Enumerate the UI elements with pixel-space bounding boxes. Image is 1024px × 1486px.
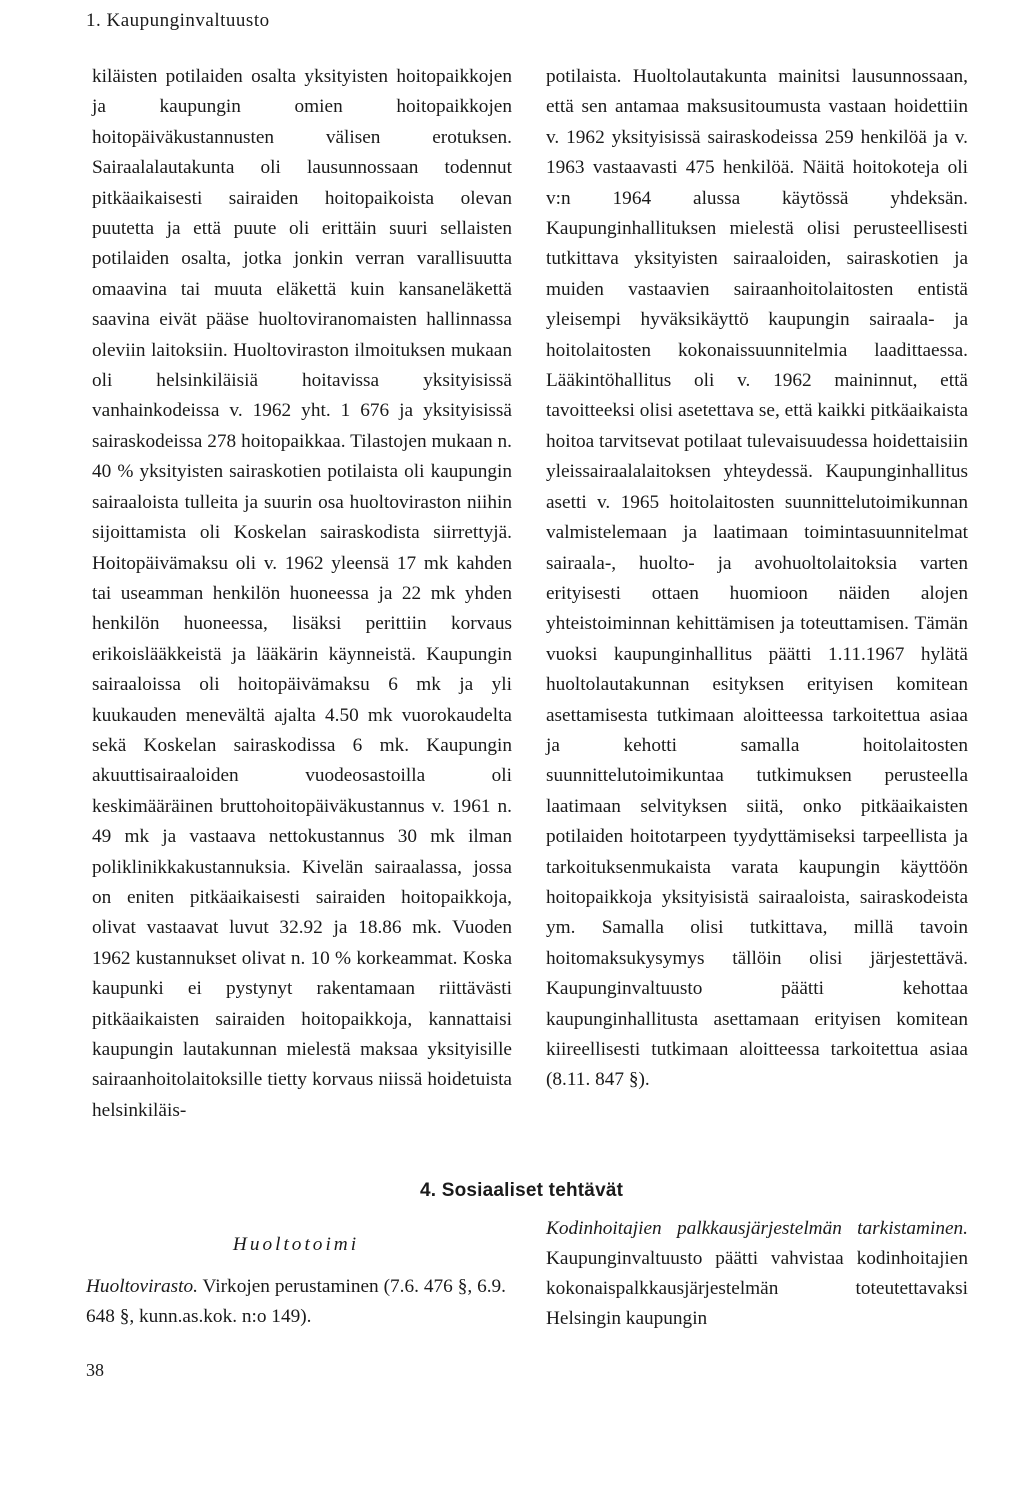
right-column-text: potilaista. Huoltolautakunta mainitsi lausunnossaan, että sen antamaa maksusitoumusta vastaan hoidettiin v. 1962 yksityisissä sairaskodeissa 259 henkilöä ja v. 1963 vastaavasti 475 henkilöä. Näitä hoitokoteja oli v:n 1964 alussa käytössä yhdeksän. Kaupunginhallituksen mielestä olisi perusteellisesti tutkittava yksityisten sairaaloiden, sairaskotien ja muiden vastaavien sairaanhoitolaitosten entistä yleisempi hyväksikäyttö kaupungin sairaala- ja hoitolaitosten kokonaissuunnitelmia laadittaessa. Lääkintöhallitus oli v. 1962 maininnut, että tavoitteeksi olisi asetettava se, että kaikki pitkäaikaista hoitoa tarvitsevat potilaat tulevaisuudessa hoidettaisiin yleissairaalalaitoksen yhteydessä. Kaupunginhallitus asetti v. 1965 hoitolaitosten suunnittelutoimikunnan valmistelemaan ja laatimaan toimintasuunnitelmat sairaala-, huolto- ja avohuoltolaitoksia varten erityisesti ottaen huomioon näiden alojen yhteistoiminnan kehittämisen ja toteuttamisen. Tämän vuoksi kaupunginhallitus päätti 1.11.1967 hylätä huoltolautakunnan esityksen erityisen komitean asettamisesta tutkimaan aloitteessa tarkoitettua asiaa ja kehotti samalla hoitolaitosten suunnittelutoimikuntaa tutkimuksen perusteella laatimaan selvityksen siitä, onko pitkäaikaisten potilaiden hoitotarpeen tyydyttämiseksi tarpeellista ja tarkoituksenmukaista varata kaupungin käyttöön hoitopaikkoja yksityisistä sairaaloista, sairaskodeista ym. Samalla olisi tutkittava, millä tavoin hoitomaksukysymys tällöin olisi järjestettävä. Kaupunginvaltuusto päätti kehottaa kaupunginhallitusta asettamaan erityisen komitean kiireellisesti tutkimaan aloitteessa tarkoitettua asiaa (8.11. 847 §). bbox=[546, 66, 968, 1091]
left-column-text: kiläisten potilaiden osalta yksityisten hoitopaikkojen ja kaupungin omien hoitopaikkojen hoitopäiväkustannusten välisen erotuksen. Sairaalalautakunta oli lausunnossaan todennut pitkäaikaisesti sairaiden hoitopaikoista olevan puutetta ja että puute oli erittäin suuri sellaisten potilaiden osalta, jotka jonkin verran varallisuutta omaavina tai muuta eläkettä kuin kansaneläkettä saavina eivät pääse huoltoviranomaisten hallinnassa oleviin laitoksiin. Huoltoviraston ilmoituksen mukaan oli helsinkiläisiä hoitavissa yksityisissä vanhainkodeissa v. 1962 yht. 1 676 ja yksityisissä sairaskodeissa 278 hoitopaikkaa. Tilastojen mukaan n. 40 % yksityisten sairaskotien potilaista oli kaupungin sairaaloista tulleita ja suurin osa huoltoviraston niihin sijoittamista oli Koskelan sairaskodista siirrettyjä. Hoitopäivämaksu oli v. 1962 yleensä 17 mk kahden tai useamman henkilön huoneessa ja 22 mk yhden henkilön huoneessa, lisäksi perittiin korvaus erikoislääkkeistä ja lääkärin käynneistä. Kaupungin sairaaloissa oli hoitopäivämaksu 6 mk ja yli kuukauden menevältä ajalta 4.50 mk vuorokaudelta sekä Koskelan sairaskodissa 6 mk. Kaupungin akuuttisairaaloiden vuodeosastoilla oli keskimääräinen bruttohoitopäiväkustannus v. 1961 n. 49 mk ja vastaava nettokustannus 30 mk ilman poliklinikkakustannuksia. Kivelän sairaalassa, jossa on eniten pitkäaikaisesti sairaiden hoitopaikkoja, olivat vastaavat luvut 32.92 ja 18.86 mk. Vuoden 1962 kustannukset olivat n. 10 % korkeammat. Koska kaupunki ei pystynyt rakentamaan riittävästi pitkäaikaisten sairaiden hoitopaikkoja, kannattaisi kaupungin lautakunnan mielestä maksaa yksityisille sairaanhoitolaitoksille tietty korvaus niissä hoidetuista helsinkiläis- bbox=[92, 66, 512, 1121]
right-subsection bbox=[546, 1214, 968, 1334]
section-title: 4. Sosiaaliset tehtävät bbox=[420, 1180, 624, 1201]
subsection-text: Virkojen perustaminen (7.6. 476 §, 6.9. 648 §, kunn.as.kok. n:o 149). bbox=[86, 1276, 506, 1327]
subsection-heading: Huoltotoimi bbox=[232, 1234, 360, 1255]
subsection-lead-right: Kodinhoitajien palkkausjärjestelmän tarkistaminen. bbox=[546, 1218, 968, 1239]
left-subsection bbox=[86, 1222, 506, 1332]
page-number: 38 bbox=[86, 1360, 104, 1380]
left-column bbox=[92, 62, 512, 1126]
running-head: 1. Kaupunginvaltuusto bbox=[86, 10, 270, 31]
subsection-lead: Huoltovirasto. bbox=[86, 1276, 198, 1297]
right-column bbox=[546, 62, 968, 1096]
subsection-text-right: Kaupunginvaltuusto päätti vahvistaa kodinhoitajien kokonaispalkkausjärjestelmän toteutettavaksi Helsingin kaupungin bbox=[546, 1248, 968, 1329]
